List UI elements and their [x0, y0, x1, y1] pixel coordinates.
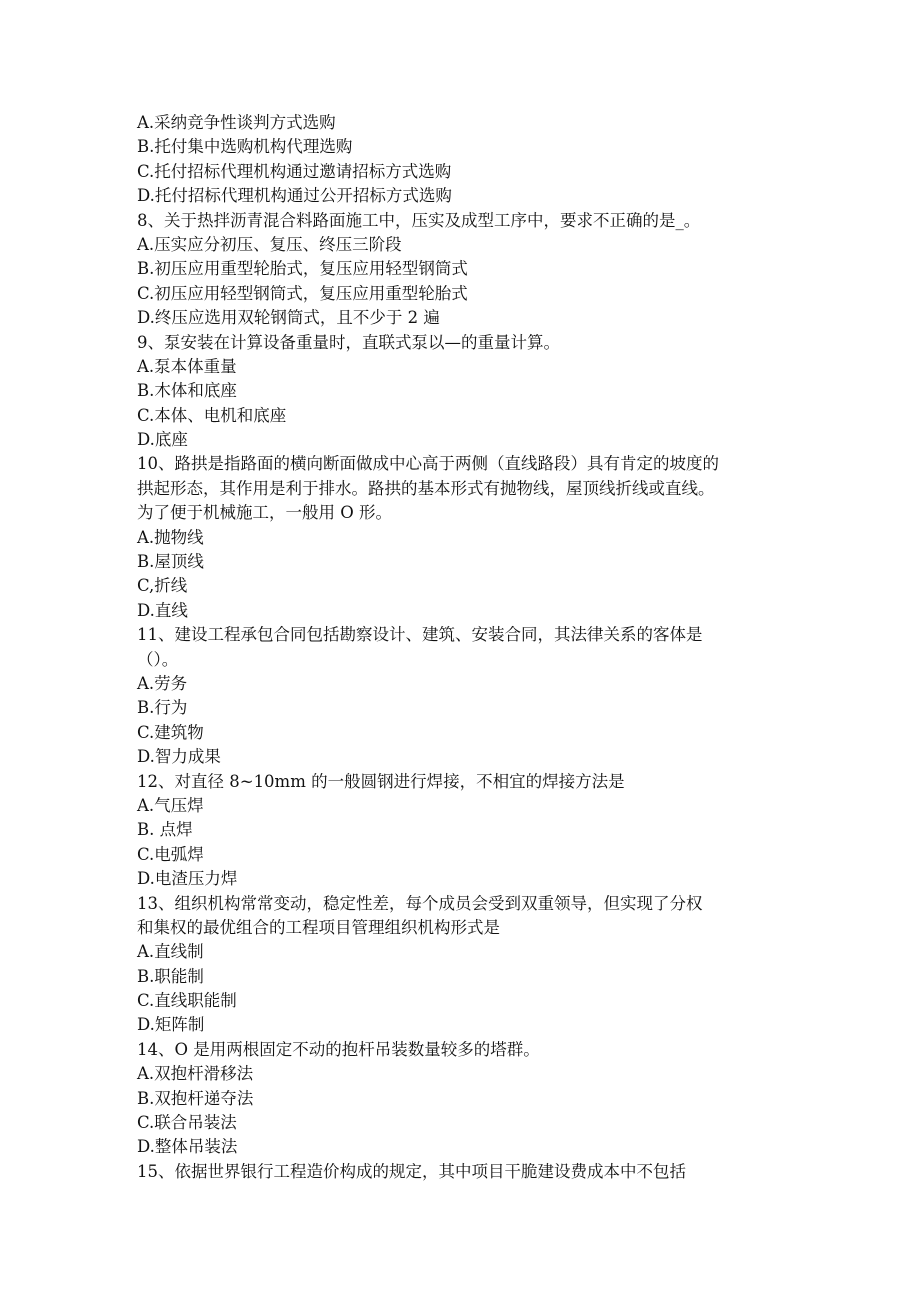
text-line: C.初压应用轻型钢筒式，复压应用重型轮胎式 — [137, 283, 468, 303]
text-line: 拱起形态，其作用是利于排水。路拱的基本形式有抛物线，屋顶线折线或直线。 — [137, 478, 715, 498]
text-line: C.直线职能制 — [137, 991, 237, 1011]
text-line: A.泵本体重量 — [137, 356, 237, 376]
text-line: C.建筑物 — [137, 722, 204, 742]
text-line: 和集权的最优组合的工程项目管理组织机构形式是 — [137, 917, 500, 937]
text-line: B.托付集中选购机构代理选购 — [137, 137, 353, 157]
text-line: 11、建设工程承包合同包括勘察设计、建筑、安装合同，其法律关系的客体是 — [137, 625, 703, 645]
text-line: D.终压应选用双轮钢筒式，且不少于 2 遍 — [137, 308, 440, 328]
text-line: B.双抱杆递夺法 — [137, 1088, 254, 1108]
text-line: C.电弧焊 — [137, 844, 204, 864]
text-line: B.初压应用重型轮胎式，复压应用轻型钢筒式 — [137, 259, 468, 279]
text-line: 10、路拱是指路面的横向断面做成中心高于两侧（直线路段）具有肯定的坡度的 — [137, 454, 719, 474]
text-line: 8、关于热拌沥青混合料路面施工中，压实及成型工序中，要求不正确的是_。 — [137, 210, 701, 230]
text-line: B.木体和底座 — [137, 381, 237, 401]
document-body — [137, 111, 797, 1184]
text-line: 9、泵安装在计算设备重量时，直联式泵以—的重量计算。 — [137, 332, 560, 352]
text-line: D.托付招标代理机构通过公开招标方式选购 — [137, 186, 452, 206]
text-line: A.采纳竞争性谈判方式选购 — [137, 113, 336, 132]
text-line: C.本体、电机和底座 — [137, 405, 287, 425]
text-line: A.双抱杆滑移法 — [137, 1064, 254, 1084]
text-line: C.联合吊装法 — [137, 1113, 237, 1133]
text-line: B. 点焊 — [137, 820, 193, 840]
text-line: （）。 — [137, 649, 179, 669]
text-line: D.电渣压力焊 — [137, 869, 238, 889]
text-line: A.压实应分初压、复压、终压三阶段 — [137, 234, 402, 254]
text-line: D.直线 — [137, 600, 188, 620]
text-line: C.托付招标代理机构通过邀请招标方式选购 — [137, 161, 452, 181]
text-line: D.整体吊装法 — [137, 1137, 238, 1157]
text-line: D.智力成果 — [137, 747, 221, 767]
text-line: 12、对直径 8~10mm 的一般圆钢进行焊接，不相宜的焊接方法是 — [137, 771, 625, 791]
text-line: B.行为 — [137, 698, 188, 718]
text-line: B.职能制 — [137, 966, 204, 986]
text-line: B.屋顶线 — [137, 552, 204, 572]
text-line: 13、组织机构常常变动，稳定性差，每个成员会受到双重领导，但实现了分权 — [137, 893, 703, 913]
text-line: 14、O 是用两根固定不动的抱杆吊装数量较多的塔群。 — [137, 1039, 540, 1059]
text-line: C,折线 — [137, 576, 188, 596]
text-line: A.劳务 — [137, 673, 188, 693]
text-line: 15、依据世界银行工程造价构成的规定，其中项目干脆建设费成本中不包括 — [137, 1161, 686, 1181]
text-line: A.抛物线 — [137, 527, 204, 547]
text-line: 为了便于机械施工，一般用 O 形。 — [137, 503, 393, 523]
text-line: A.直线制 — [137, 942, 204, 962]
text-line: A.气压焊 — [137, 795, 204, 815]
text-line: D.底座 — [137, 430, 188, 450]
text-line: D.矩阵制 — [137, 1015, 205, 1035]
